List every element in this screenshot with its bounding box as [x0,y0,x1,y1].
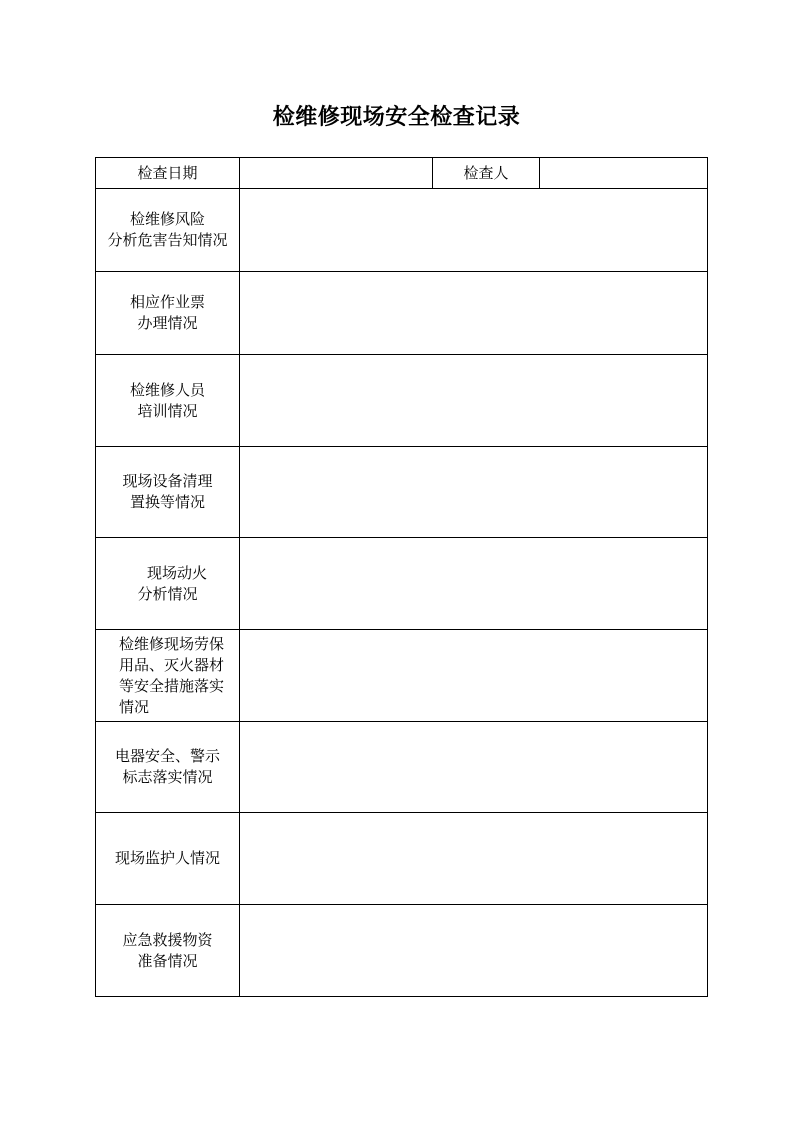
row-value-electrical-safety[interactable] [240,722,708,813]
row-value-work-permit[interactable] [240,272,708,355]
table-row [96,538,708,630]
row-value-personnel-training[interactable] [240,355,708,447]
inspection-record-table [95,157,708,997]
table-row [96,189,708,272]
inspection-date-field[interactable] [240,158,433,189]
row-label-risk-analysis: 检维修风险 分析危害告知情况 [96,189,240,272]
row-label-emergency-supplies: 应急救援物资 准备情况 [96,905,240,997]
table-row [96,722,708,813]
row-value-hot-work-analysis[interactable] [240,538,708,630]
row-label-protective-equipment: 检维修现场劳保 用品、灭火器材 等安全措施落实 情况 [96,630,240,722]
table-row [96,272,708,355]
inspector-label: 检查人 [433,158,540,189]
row-label-equipment-cleaning: 现场设备清理 置换等情况 [96,447,240,538]
header-row [96,158,708,189]
row-label-hot-work-analysis: 现场动火 分析情况 [96,538,240,630]
row-value-equipment-cleaning[interactable] [240,447,708,538]
inspection-date-label: 检查日期 [96,158,240,189]
table-row [96,355,708,447]
table-row [96,813,708,905]
row-value-emergency-supplies[interactable] [240,905,708,997]
row-label-personnel-training: 检维修人员 培训情况 [96,355,240,447]
row-label-electrical-safety: 电器安全、警示 标志落实情况 [96,722,240,813]
row-value-site-supervisor[interactable] [240,813,708,905]
row-label-site-supervisor: 现场监护人情况 [96,813,240,905]
row-value-protective-equipment[interactable] [240,630,708,722]
row-label-work-permit: 相应作业票 办理情况 [96,272,240,355]
row-value-risk-analysis[interactable] [240,189,708,272]
table-row [96,905,708,997]
table-row [96,447,708,538]
inspector-field[interactable] [540,158,708,189]
table-row [96,630,708,722]
document-title: 检维修现场安全检查记录 [272,105,521,130]
